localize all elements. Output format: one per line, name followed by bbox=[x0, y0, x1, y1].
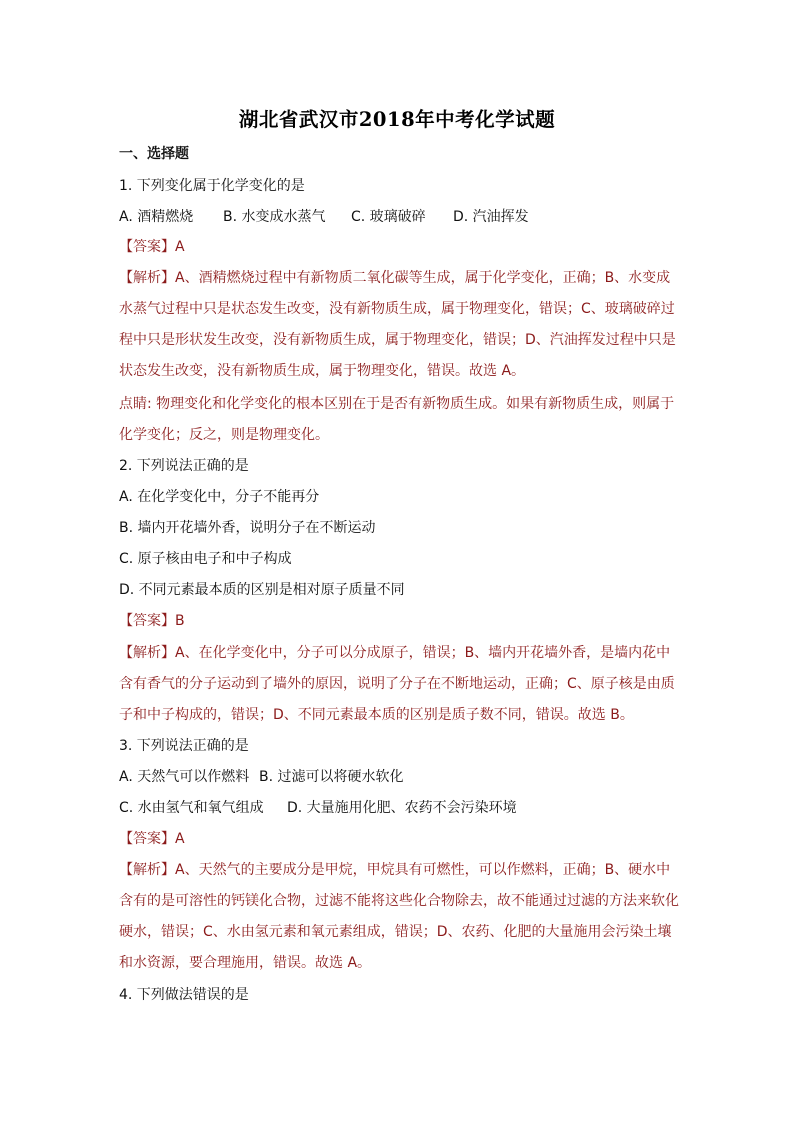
q3-option-d: D. 大量施用化肥、农药不会污染环境 bbox=[287, 800, 517, 816]
analysis-label: 【解析】 bbox=[119, 645, 175, 661]
q2-analysis-line: 含有香气的分子运动到了墙外的原因，说明了分子在不断地运动，正确；C、原子核是由质 bbox=[119, 676, 675, 692]
q3-analysis-line: 含有的是可溶性的钙镁化合物，过滤不能将这些化合物除去，故不能通过过滤的方法来软化 bbox=[119, 893, 679, 909]
analysis-label: 【解析】 bbox=[119, 862, 175, 878]
q1-analysis-line: 程中只是形状发生改变，没有新物质生成，属于物理变化，错误；D、汽油挥发过程中只是 bbox=[119, 332, 676, 348]
answer-label: 【答案】 bbox=[119, 831, 175, 847]
answer-label: 【答案】 bbox=[119, 239, 175, 255]
q1-stem: 1. 下列变化属于化学变化的是 bbox=[119, 178, 305, 194]
answer-label: 【答案】 bbox=[119, 613, 175, 629]
q4-stem: 4. 下列做法错误的是 bbox=[119, 987, 249, 1003]
q2-option-c: C. 原子核由电子和中子构成 bbox=[119, 551, 292, 567]
q2-analysis-line bbox=[119, 644, 670, 662]
q3-options-row bbox=[119, 768, 404, 786]
answer-value: A bbox=[175, 831, 185, 847]
q1-analysis-line bbox=[119, 269, 670, 287]
analysis-label: 【解析】 bbox=[119, 270, 175, 286]
q3-option-c: C. 水由氢气和氧气组成 bbox=[119, 800, 264, 816]
q1-answer bbox=[119, 238, 185, 256]
q3-analysis-line: 和水资源，要合理施用，错误。故选 A。 bbox=[119, 955, 372, 971]
q3-answer bbox=[119, 830, 185, 848]
analysis-text: A、在化学变化中，分子可以分成原子，错误；B、墙内开花墙外香，是墙内花中 bbox=[175, 645, 671, 661]
q3-option-a: A. 天然气可以作燃料 bbox=[119, 769, 250, 785]
q3-analysis-line bbox=[119, 861, 670, 879]
q3-analysis-line: 硬水，错误；C、水由氢元素和氧元素组成，错误；D、农药、化肥的大量施用会污染土壤 bbox=[119, 924, 672, 940]
q3-options-row bbox=[119, 799, 517, 817]
q1-analysis-line: 水蒸气过程中只是状态发生改变，没有新物质生成，属于物理变化，错误；C、玻璃破碎过 bbox=[119, 301, 675, 317]
q1-option-d: D. 汽油挥发 bbox=[453, 209, 529, 225]
q3-option-b: B. 过滤可以将硬水软化 bbox=[259, 769, 404, 785]
page-title: 湖北省武汉市2018年中考化学试题 bbox=[238, 108, 556, 131]
q2-analysis-line: 子和中子构成的，错误；D、不同元素最本质的区别是质子数不同，错误。故选 B。 bbox=[119, 707, 634, 723]
section-heading: 一、选择题 bbox=[119, 146, 189, 162]
q2-option-a: A. 在化学变化中，分子不能再分 bbox=[119, 489, 320, 505]
q1-tip-line: 点睛: 物理变化和化学变化的根本区别在于是否有新物质生成。如果有新物质生成，则属于 bbox=[119, 396, 675, 412]
q1-tip-line: 化学变化；反之，则是物理变化。 bbox=[119, 427, 329, 443]
q1-option-c: C. 玻璃破碎 bbox=[351, 209, 426, 225]
analysis-text: A、酒精燃烧过程中有新物质二氧化碳等生成，属于化学变化，正确；B、水变成 bbox=[175, 270, 671, 286]
answer-value: A bbox=[175, 239, 185, 255]
q2-answer bbox=[119, 612, 185, 630]
q1-analysis-line: 状态发生改变，没有新物质生成，属于物理变化，错误。故选 A。 bbox=[119, 363, 526, 379]
q1-option-b: B. 水变成水蒸气 bbox=[223, 209, 326, 225]
q1-options bbox=[119, 208, 529, 226]
q2-stem: 2. 下列说法正确的是 bbox=[119, 458, 249, 474]
q2-option-b: B. 墙内开花墙外香，说明分子在不断运动 bbox=[119, 520, 376, 536]
q1-option-a: A. 酒精燃烧 bbox=[119, 209, 194, 225]
answer-value: B bbox=[175, 613, 185, 629]
q2-option-d: D. 不同元素最本质的区别是相对原子质量不同 bbox=[119, 582, 405, 598]
q3-stem: 3. 下列说法正确的是 bbox=[119, 738, 249, 754]
analysis-text: A、天然气的主要成分是甲烷，甲烷具有可燃性，可以作燃料，正确；B、硬水中 bbox=[175, 862, 671, 878]
